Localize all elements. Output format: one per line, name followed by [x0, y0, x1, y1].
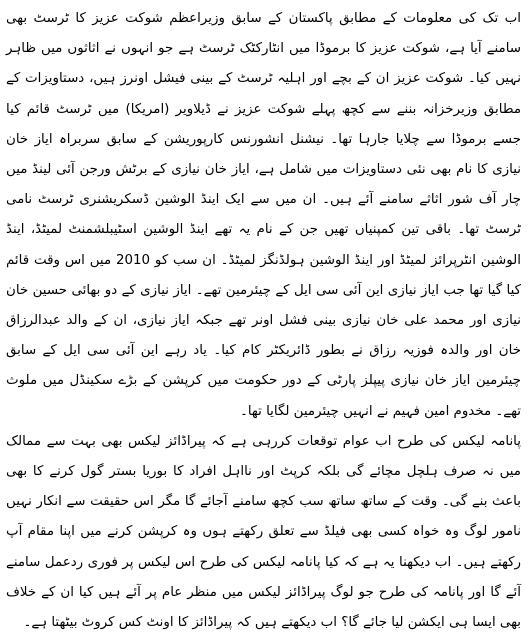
- article-paragraph-1: اب تک کی معلومات کے مطابق پاکستان کے سابق وزیراعظم شوکت عزیز کا ٹرسٹ بھی سامنے آیا ہے، شوکت عزیز کا برموڈا میں انٹارکٹک ٹرسٹ ہے جو انہوں نے اثاثوں میں ظاہر نہیں کیا۔ شوکت عزیز ان کے بچے اور اہلیہ ٹرسٹ کے بینی فیشل اونرز ہیں، دستاویزات کے مطابق وزیرخزانہ بننے سے کچھ پہلے شوکت عزیز نے ڈیلاویر (امریکا) میں ٹرسٹ قائم کیا جسے برموڈا سے چلایا جارہا تھا۔ نیشنل انشورنس کارپوریشن کے سابق سربراہ ایاز خان نیازی کا نام بھی نئی دستاویزات میں شامل ہے، ایاز خان نیازی کے برٹش ورجن آئی لینڈ میں چار آف شور اثاثے سامنے آئے ہیں۔ ان میں سے ایک اینڈ الوشین ڈسکریشنری ٹرسٹ نامی ٹرسٹ تھا۔ باقی تین کمپنیاں تھیں جن کے نام یہ تھے اینڈ الوشین اسٹیبلشمنٹ لمیٹڈ، اینڈ الوشین انٹرپرائز لمیٹڈ اور اینڈ الوشین ہولڈنگز لمیٹڈ۔ ان سب کو 2010 میں اس وقت قائم کیا گیا تھا جب ایاز نیازی این آئی سی ایل کے چیئرمین تھے۔ ایاز نیازی کے دو بھائی حسین خان نیازی اور محمد علی خان نیازی بینی فشل اونر تھے جبکہ ایاز نیازی، ان کے والد عبدالرزاق خان اور والدہ فوزیہ رزاق نے بطور ڈائریکٹر کام کیا۔ یاد رہے این آئی سی ایل کے سابق چیئرمین ایاز خان نیازی پیپلز پارٹی کے دور حکومت میں کرپشن کے بڑے سکینڈل میں ملوث تھے۔ مخدوم امین فہیم نے انہیں چیئرمین لگایا تھا۔: [6, 11, 521, 419]
- article-paragraph-2: پانامہ لیکس کی طرح اب عوام توقعات کررہی ہے کہ پیراڈائز لیکس بھی بہت سے ممالک میں نہ صرف ہلچل مچائے گی بلکہ کرپٹ اور نااہل افراد کا بوریا بستر گول کرنے کا بھی باعث بنے گی۔ وقت کے ساتھ ساتھ سب کچھ سامنے آجائے گا مگر اس حقیقت سے انکار نہیں نامور لوگ وہ خواہ کسی بھی فیلڈ سے تعلق رکھتے ہوں وہ کرپشن کرنے میں اپنا مقام آپ رکھتے ہیں۔ اب دیکھنا یہ ہے کہ کیا پانامہ لیکس کی طرح اس لیکس پر فوری ردعمل سامنے آئے گا اور پانامہ کی طرح جو لوگ پیراڈائز لیکس میں منظر عام پر آئے ہیں کیا ان کے خلاف بھی ایسا ہی ایکشن لیا جائے گا؟ اب دیکھتے ہیں کہ پیراڈائز کا اونٹ کس کروٹ بیٹھتا ہے۔: [6, 433, 521, 631]
